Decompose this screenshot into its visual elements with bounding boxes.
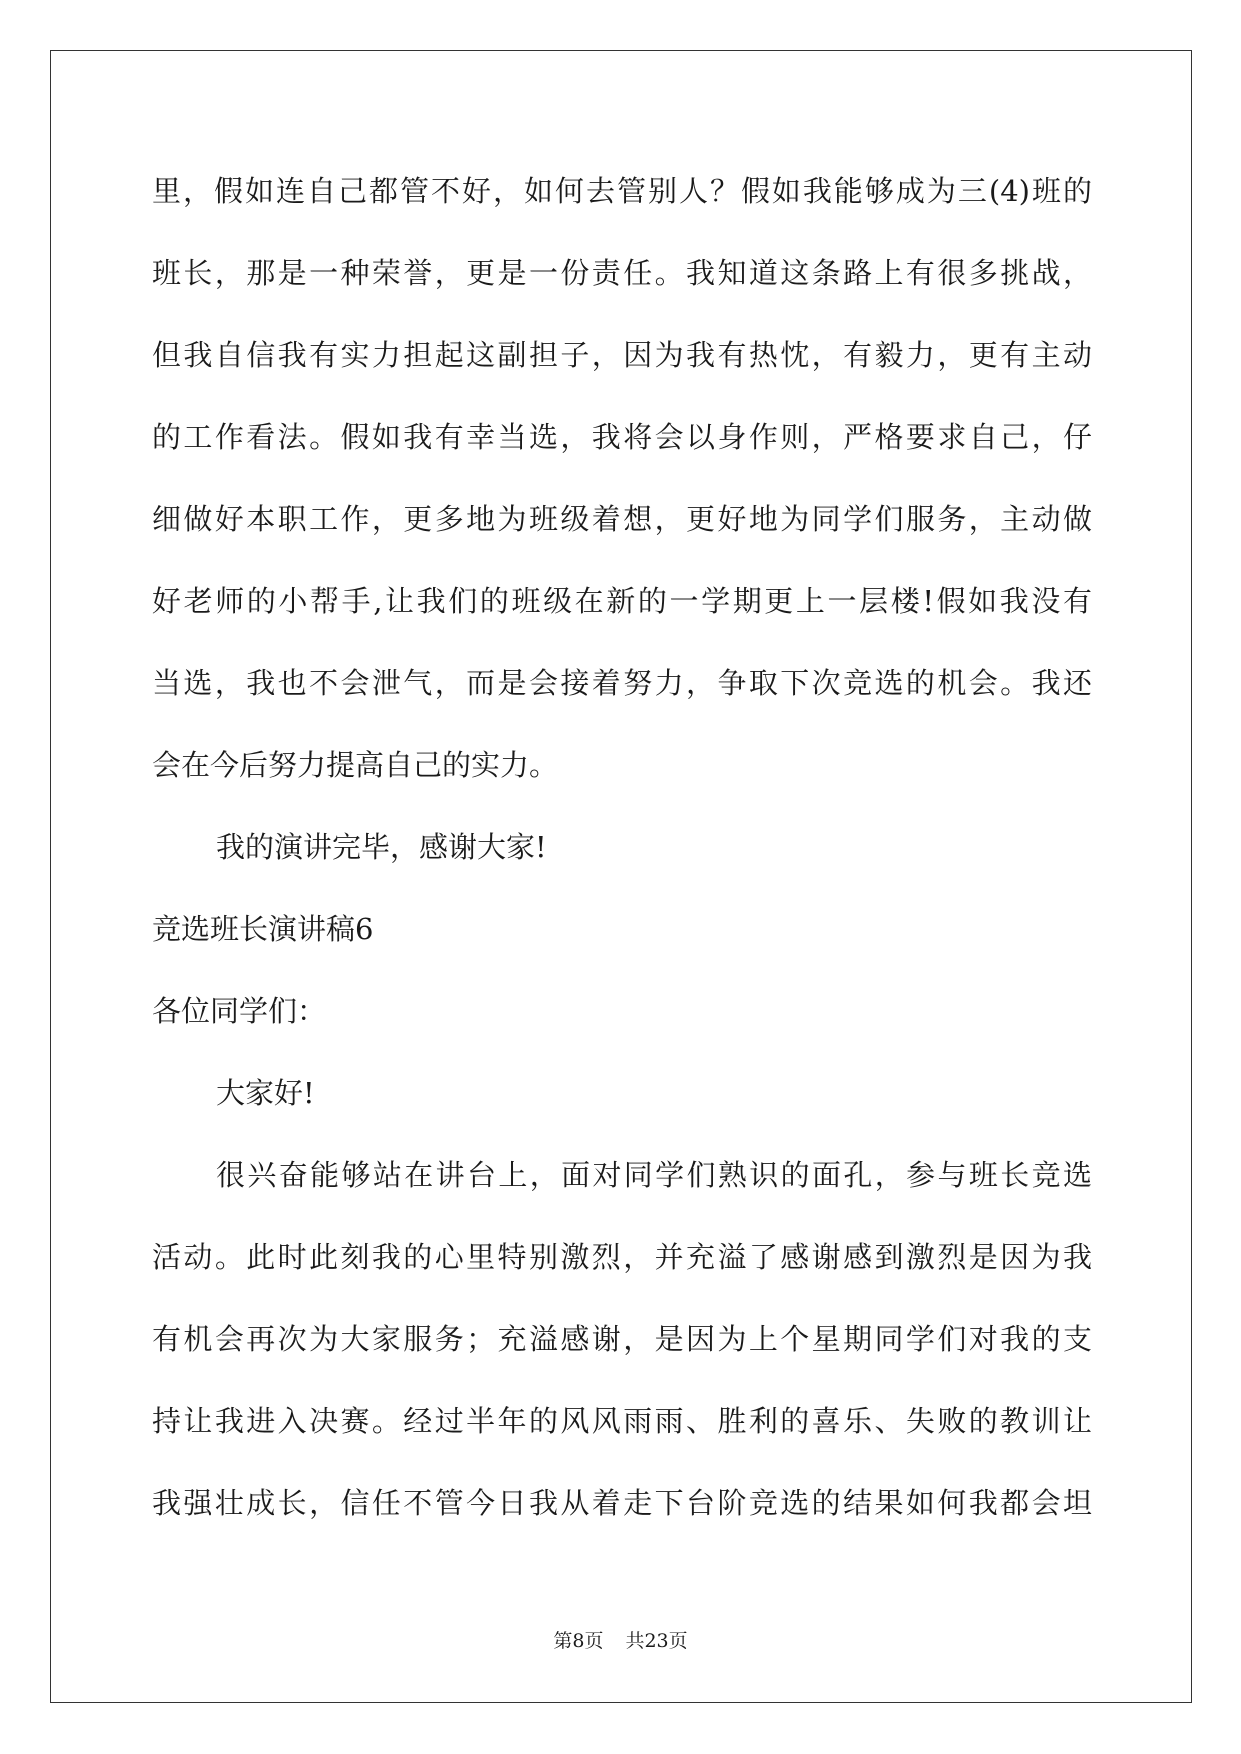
text-line: 里，假如连自己都管不好，如何去管别人？假如我能够成为三(4)班的 bbox=[152, 174, 1092, 208]
text-line: 当选，我也不会泄气，而是会接着努力，争取下次竞选的机会。我还 bbox=[152, 666, 1092, 700]
text-line: 有机会再次为大家服务；充溢感谢，是因为上个星期同学们对我的支 bbox=[152, 1322, 1092, 1356]
paragraph-1 bbox=[152, 162, 1092, 818]
text-line: 很兴奋能够站在讲台上，面对同学们熟识的面孔，参与班长竞选 bbox=[216, 1158, 1092, 1192]
document-body bbox=[152, 162, 1092, 1556]
text-line: 活动。此时此刻我的心里特别激烈，并充溢了感谢感到激烈是因为我 bbox=[152, 1240, 1092, 1274]
text-line: 班长，那是一种荣誉，更是一份责任。我知道这条路上有很多挑战， bbox=[152, 256, 1092, 290]
section-title: 竞选班长演讲稿6 bbox=[152, 912, 374, 946]
text-line: 会在今后努力提高自己的实力。 bbox=[152, 748, 559, 782]
text-line: 但我自信我有实力担起这副担子，因为我有热忱，有毅力，更有主动 bbox=[152, 338, 1092, 372]
page-footer bbox=[0, 1626, 1241, 1656]
text-line: 我强壮成长，信任不管今日我从着走下台阶竞选的结果如何我都会坦 bbox=[152, 1486, 1092, 1520]
salutation: 各位同学们： bbox=[152, 994, 327, 1028]
text-line: 持让我进入决赛。经过半年的风风雨雨、胜利的喜乐、失败的教训让 bbox=[152, 1404, 1092, 1438]
greeting: 大家好! bbox=[216, 1076, 315, 1110]
closing-line: 我的演讲完毕，感谢大家! bbox=[216, 830, 547, 864]
paragraph-2 bbox=[152, 1146, 1092, 1556]
total-pages-label: 共23页 bbox=[625, 1630, 688, 1652]
text-line: 的工作看法。假如我有幸当选，我将会以身作则，严格要求自己，仔 bbox=[152, 420, 1092, 454]
text-line: 细做好本职工作，更多地为班级着想，更好地为同学们服务，主动做 bbox=[152, 502, 1092, 536]
text-line: 好老师的小帮手,让我们的班级在新的一学期更上一层楼!假如我没有 bbox=[152, 584, 1092, 618]
current-page-label: 第8页 bbox=[553, 1630, 604, 1652]
